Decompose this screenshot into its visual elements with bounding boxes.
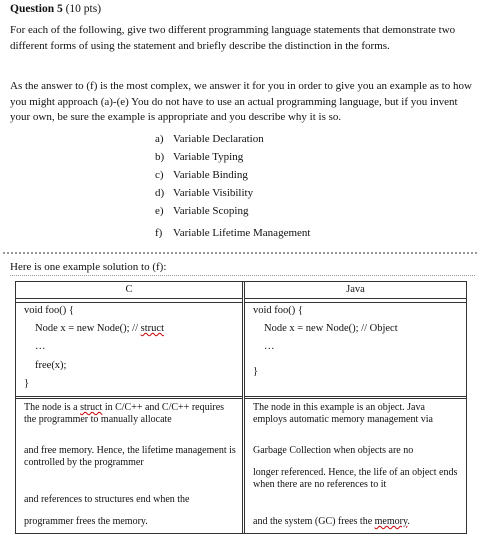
code-cell-c <box>16 303 242 397</box>
list-label: Variable Lifetime Management <box>173 227 311 239</box>
column-java <box>245 282 466 533</box>
description-segment: . <box>407 516 410 527</box>
description-text: longer referenced. Hence, the life of an object ends when there are no references to it <box>253 467 458 490</box>
example-explanation-paragraph: As the answer to (f) is the most complex, we answer it for you in order to give you an example as to how you might approach (a)-(e) You do not have to use an actual programming language, but if you invent your own, be sure the example is appropriate and you describe why it is so. <box>10 80 472 123</box>
column-header-c: C <box>16 282 242 299</box>
list-label: Variable Typing <box>173 151 244 163</box>
column-header-java: Java <box>245 282 466 299</box>
code-line: } <box>24 378 30 389</box>
list-item <box>155 130 310 148</box>
description-text: programmer frees the memory. <box>24 516 148 527</box>
code-text: Node x = new Node(); // <box>35 323 141 334</box>
code-line: free(x); <box>35 360 67 371</box>
code-line: … <box>35 341 46 352</box>
list-letter: d) <box>155 187 165 199</box>
misspelled-word: struct <box>140 323 164 334</box>
section-divider <box>3 252 477 254</box>
list-letter: b) <box>155 151 165 163</box>
list-label: Variable Binding <box>173 169 248 181</box>
description-segment: and the system (GC) frees the <box>253 516 375 527</box>
description-text: and free memory. Hence, the lifetime management is controlled by the programmer <box>24 445 236 468</box>
code-line: } <box>253 366 259 377</box>
comparison-table <box>15 281 467 534</box>
list-item <box>155 166 310 184</box>
description-segment: in C/C++ and C/C++ requires the programmer to manually allocate <box>24 402 225 425</box>
list-label: Variable Declaration <box>173 133 264 145</box>
description-text: The node in this example is an object. Java employs automatic memory management via <box>253 402 433 425</box>
topic-list <box>155 130 310 242</box>
list-letter: c) <box>155 169 164 181</box>
misspelled-word: struct <box>80 402 103 413</box>
misspelled-word: memory <box>374 516 408 527</box>
list-item <box>155 202 310 220</box>
code-line <box>35 323 164 334</box>
description-cell-java <box>245 398 466 533</box>
code-line: Node x = new Node(); // Object <box>264 323 398 334</box>
description-text: and references to structures end when the <box>24 494 190 505</box>
description-text: Garbage Collection when objects are no <box>253 445 414 456</box>
description-segment: The node is a <box>24 402 81 413</box>
code-line: void foo() { <box>24 305 74 316</box>
code-cell-java <box>245 303 466 397</box>
instructions-paragraph: For each of the following, give two different programming language statements that demonstrate two different forms of using the statement and briefly describe the distinction in the forms. <box>10 24 456 52</box>
list-letter: a) <box>155 133 164 145</box>
list-item <box>155 148 310 166</box>
code-line: void foo() { <box>253 305 303 316</box>
column-c <box>16 282 242 533</box>
description-cell-c <box>16 398 242 533</box>
list-letter: e) <box>155 205 164 217</box>
list-item <box>155 184 310 202</box>
example-label: Here is one example solution to (f): <box>10 261 475 276</box>
list-letter: f) <box>155 227 163 239</box>
list-item <box>155 224 310 242</box>
code-line: … <box>264 341 275 352</box>
list-label: Variable Scoping <box>173 205 249 217</box>
question-number: Question 5 <box>10 3 63 15</box>
list-label: Variable Visibility <box>173 187 254 199</box>
question-title <box>10 3 101 15</box>
description-text <box>24 402 236 425</box>
question-points: (10 pts) <box>62 3 102 15</box>
description-text <box>253 516 460 528</box>
